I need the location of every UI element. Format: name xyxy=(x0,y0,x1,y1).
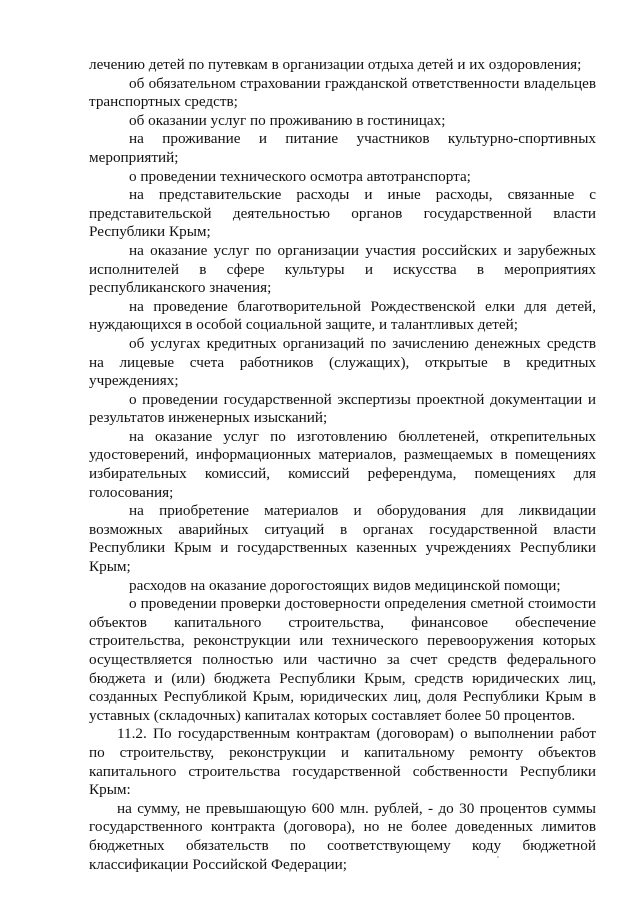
paragraph: на представительские расходы и иные расходы, связанные с представительской деятельностью органов государственной власти Республики Крым; xyxy=(89,186,596,241)
paragraph: на проведение благотворительной Рождественской елки для детей, нуждающихся в особой социальной защите, и талантливых детей; xyxy=(89,297,596,334)
paragraph: на проживание и питание участников культурно-спортивных мероприятий; xyxy=(89,130,596,166)
paragraph: на сумму, не превышающую 600 млн. рублей, - до 30 процентов суммы государственного контракта (договора), но не более доведенных лимитов бюджетных обязательств по соответствующему коду бюджетной классификации Российской Федерации; xyxy=(89,799,596,873)
paragraph: лечению детей по путевкам в организации отдыха детей и их оздоровления; xyxy=(89,56,582,73)
scan-speck xyxy=(497,856,499,858)
document-body xyxy=(89,56,596,874)
paragraph: об оказании услуг по проживанию в гостиницах; xyxy=(129,111,446,129)
paragraph: на оказание услуг по изготовлению бюллетеней, открепительных удостоверений, информационных материалов, размещаемых в помещениях избирательных комиссий, комиссий референдума, помещениях для голосования; xyxy=(89,427,596,501)
paragraph: о проведении технического осмотра автотранспорта; xyxy=(129,167,471,185)
paragraph: на приобретение материалов и оборудования для ликвидации возможных аварийных ситуаций в органах государственной власти Республики Крым и государственных казенных учреждениях Республики Крым; xyxy=(89,502,596,576)
paragraph: расходов на оказание дорогостоящих видов медицинской помощи; xyxy=(129,576,561,594)
paragraph: о проведении государственной экспертизы проектной документации и результатов инженерных изысканий; xyxy=(89,390,596,427)
section-paragraph-11-2: 11.2. По государственным контрактам (договорам) о выполнении работ по строительству, реконструкции и капитальному ремонту объектов капитального строительства государственной собственности Республики Крым: xyxy=(89,725,596,799)
paragraph: об услугах кредитных организаций по зачислению денежных средств на лицевые счета работников (служащих), открытые в кредитных учреждениях; xyxy=(89,334,596,390)
paragraph: о проведении проверки достоверности определения сметной стоимости объектов капитального строительства, финансовое обеспечение строительства, реконструкции или технического перевооружения которых осуществляется полностью или частично за счет средств федерального бюджета и (или) бюджета Республики Крым, средств юридических лиц, созданных Республикой Крым, юридических лиц, доля Республики Крым в уставных (складочных) капиталах которых составляет более 50 процентов. xyxy=(89,595,596,724)
paragraph: об обязательном страховании гражданской ответственности владельцев транспортных средств; xyxy=(89,74,596,111)
paragraph: на оказание услуг по организации участия российских и зарубежных исполнителей в сфере культуры и искусства в мероприятиях республиканского значения; xyxy=(89,241,596,297)
